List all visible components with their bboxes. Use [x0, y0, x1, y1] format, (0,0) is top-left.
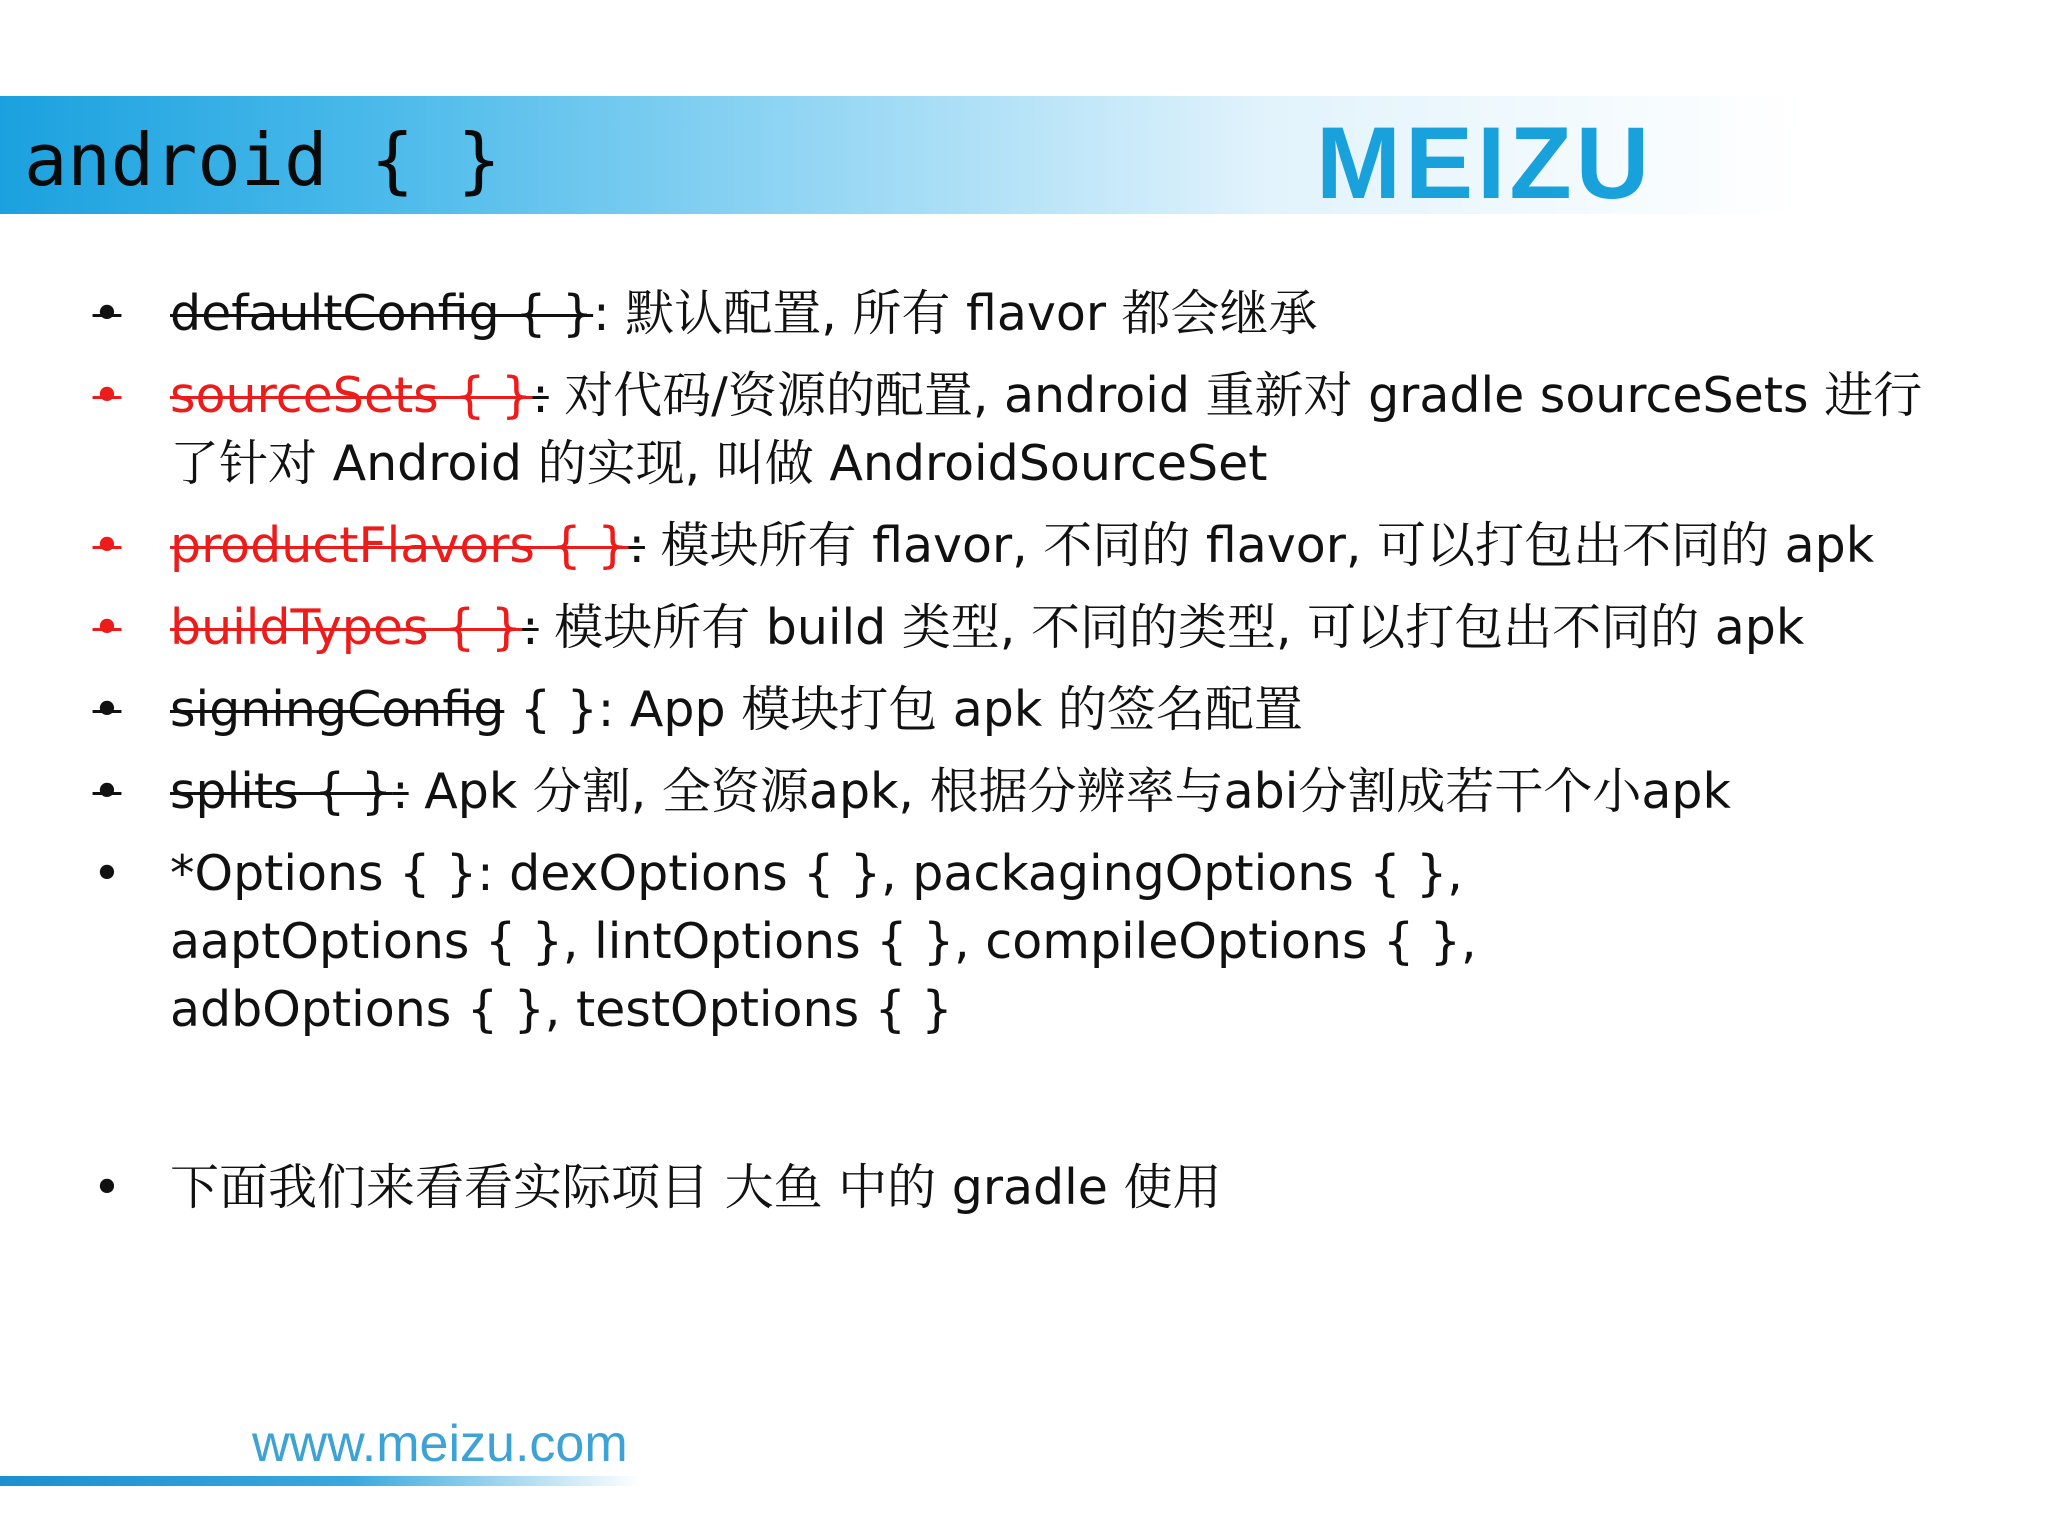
config-description: 对代码/资源的配置, android 重新对 gradle sourceSets 进行了针对 Android 的实现, 叫做 AndroidSourceSet	[170, 367, 1923, 492]
config-name: splits { }	[170, 763, 393, 820]
bullet-text: 下面我们来看看实际项目 大鱼 中的 gradle 使用	[170, 1159, 1222, 1216]
config-description: App 模块打包 apk 的签名配置	[614, 681, 1303, 738]
footer-url: www.meizu.com	[252, 1415, 628, 1473]
bullet-marker: •	[92, 517, 122, 574]
bullet-text	[170, 676, 1930, 744]
footer-divider	[0, 1476, 640, 1486]
bullet-marker: •	[92, 1159, 122, 1216]
config-description: 模块所有 build 类型, 不同的类型, 可以打包出不同的 apk	[538, 599, 1805, 656]
config-description: Apk 分割, 全资源apk, 根据分辨率与abi分割成若干个小apk	[408, 763, 1731, 820]
bullet-text	[170, 594, 1930, 662]
bullet-marker: •	[92, 285, 122, 342]
config-name: sourceSets { }	[170, 367, 533, 424]
bullet-marker: •	[92, 845, 122, 902]
config-name: productFlavors { }	[170, 517, 629, 574]
config-separator: { }:	[504, 681, 615, 738]
bullet-text	[170, 512, 1930, 580]
config-separator: :	[392, 763, 409, 820]
config-description: 默认配置, 所有 flavor 都会继承	[609, 285, 1318, 342]
bullet-text	[170, 758, 1930, 826]
bullet-text	[170, 362, 1930, 498]
bullet-marker: •	[92, 367, 122, 424]
config-separator: :	[532, 367, 549, 424]
config-separator: :	[593, 285, 610, 342]
config-separator: :	[522, 599, 539, 656]
bullet-text: *Options { }: dexOptions { }, packagingOptions { }, aaptOptions { }, lintOptions { }, compileOptions { }, adbOptions { }, testOptions { }	[170, 845, 1477, 1038]
config-description: 模块所有 flavor, 不同的 flavor, 可以打包出不同的 apk	[644, 517, 1875, 574]
config-name: defaultConfig { }	[170, 285, 594, 342]
config-separator: :	[628, 517, 645, 574]
meizu-logo: MEIZU	[1316, 106, 1654, 220]
config-name: buildTypes { }	[170, 599, 523, 656]
config-name: signingConfig	[170, 681, 505, 738]
bullet-marker: •	[92, 763, 122, 820]
bullet-text	[170, 280, 1930, 348]
bullet-marker: •	[92, 599, 122, 656]
slide-title: android { }	[24, 118, 501, 202]
bullet-marker: •	[92, 681, 122, 738]
